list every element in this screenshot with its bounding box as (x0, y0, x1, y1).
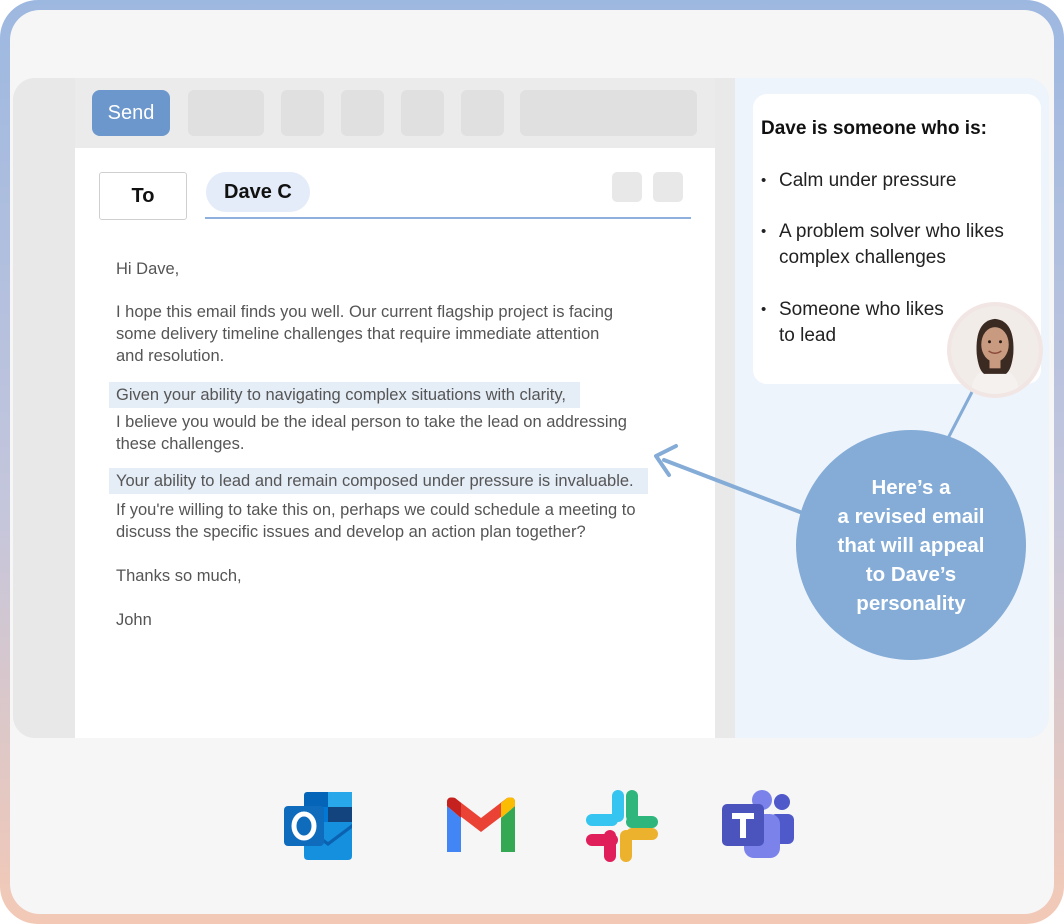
dave-avatar (947, 302, 1043, 398)
toolbar-button-placeholder[interactable] (188, 90, 264, 136)
email-paragraph-line: If you're willing to take this on, perhaps we could schedule a meeting to (116, 501, 636, 519)
email-highlight-row (116, 382, 580, 408)
trait-line: complex challenges (779, 247, 946, 268)
email-greeting: Hi Dave, (116, 260, 180, 278)
email-paragraph-line: I hope this email finds you well. Our current flagship project is facing (116, 303, 614, 321)
trait-item (779, 219, 1029, 271)
outlook-icon (282, 788, 358, 864)
callout-line: personality (856, 591, 966, 615)
email-signoff: Thanks so much, (116, 567, 242, 585)
email-signature: John (116, 611, 152, 629)
gmail-icon (443, 788, 519, 864)
callout-line: that will appeal (837, 533, 985, 557)
person-avatar-icon (951, 306, 1039, 394)
callout-line: to Dave’s (865, 562, 957, 586)
email-paragraph-line: these challenges. (116, 435, 245, 453)
slack-icon (584, 788, 660, 864)
cc-button-placeholder[interactable] (612, 172, 642, 202)
email-highlight-composed: Your ability to lead and remain composed under pressure is invaluable. (109, 468, 648, 494)
recipient-field-underline (205, 217, 691, 219)
email-highlight-ability: Given your ability to navigating complex situations with clarity, (109, 382, 580, 408)
to-button[interactable]: To (99, 172, 187, 220)
trait-line: A problem solver who likes (779, 221, 1004, 242)
teams-icon (720, 788, 796, 864)
email-paragraph-line: some delivery timeline challenges that require immediate attention (116, 325, 600, 343)
callout-line: Here’s a (871, 475, 951, 499)
toolbar-button-placeholder[interactable] (341, 90, 384, 136)
email-paragraph-line: discuss the specific issues and develop an action plan together? (116, 523, 586, 541)
trait-line: Calm under pressure (779, 170, 957, 191)
callout-bubble (796, 430, 1026, 660)
send-button[interactable]: Send (92, 90, 170, 136)
compose-pane (75, 148, 715, 738)
toolbar-button-placeholder[interactable] (401, 90, 444, 136)
trait-item (779, 168, 1029, 194)
trait-line: to lead (779, 325, 837, 346)
recipient-chip[interactable]: Dave C (206, 172, 310, 212)
callout-line: a revised email (837, 504, 985, 528)
bcc-button-placeholder[interactable] (653, 172, 683, 202)
trait-line: Someone who likes (779, 299, 944, 320)
personality-card-title: Dave is someone who is: (761, 118, 987, 139)
email-paragraph-line: I believe you would be the ideal person to take the lead on addressing (116, 413, 627, 431)
email-highlight-row (116, 468, 648, 494)
email-paragraph-line: and resolution. (116, 347, 225, 365)
toolbar-button-placeholder[interactable] (281, 90, 324, 136)
toolbar-button-placeholder[interactable] (461, 90, 504, 136)
left-sidebar (13, 78, 75, 738)
toolbar (75, 78, 715, 148)
toolbar-field-placeholder[interactable] (520, 90, 697, 136)
